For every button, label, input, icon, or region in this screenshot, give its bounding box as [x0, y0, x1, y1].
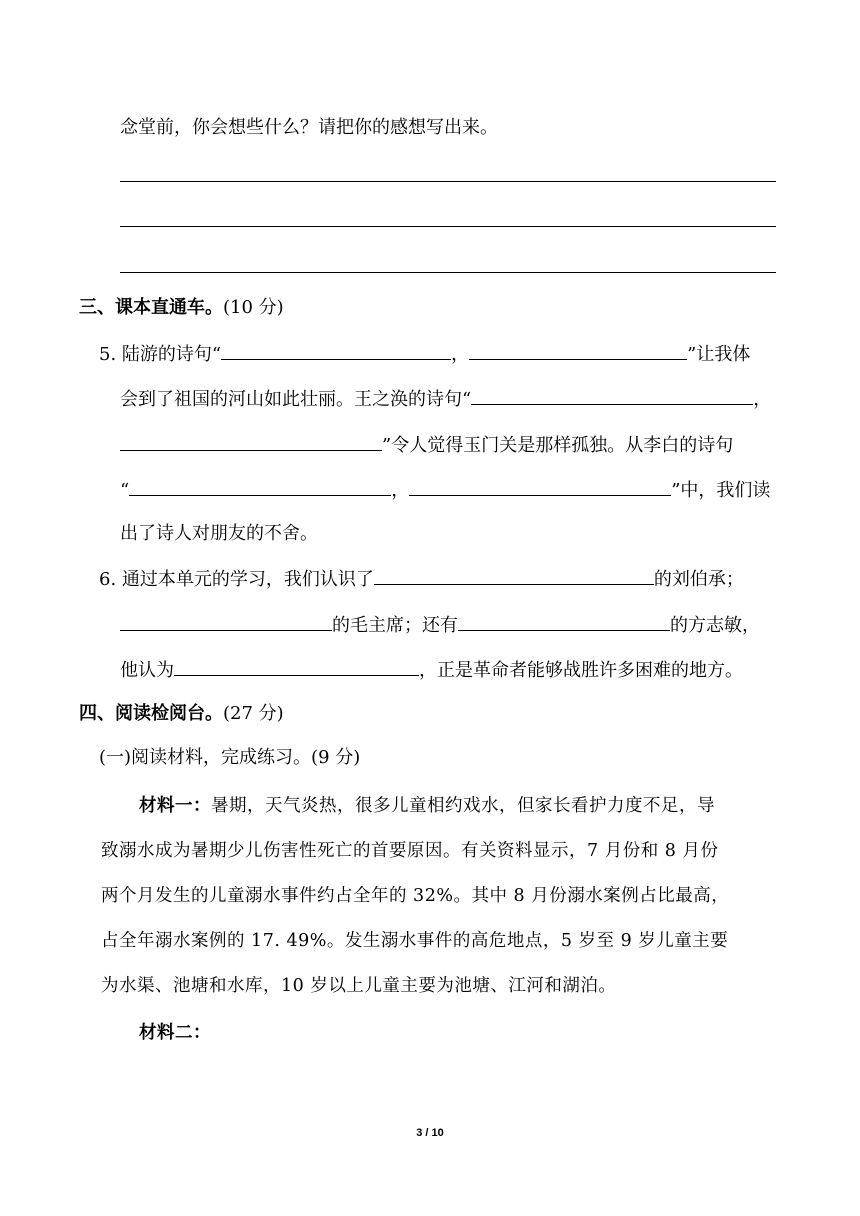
- section-3-heading: [79, 296, 284, 320]
- section-3-title: 三、课本直通车。: [79, 297, 223, 318]
- q6-text-2: 的刘伯承；: [653, 569, 744, 590]
- q6-line-2: [120, 612, 760, 638]
- section-3-score: (10 分): [223, 297, 284, 318]
- q5-line-4: [120, 477, 770, 503]
- q6-blank-3[interactable]: [458, 612, 670, 631]
- section-4-heading: [79, 702, 284, 726]
- material-2-label: 材料二：: [139, 1023, 211, 1043]
- section-4-title: 四、阅读检阅台。: [79, 703, 223, 724]
- q5-blank-5[interactable]: [129, 477, 391, 496]
- q6-text-3: 的毛主席；还有: [332, 615, 458, 636]
- answer-line-1[interactable]: [120, 181, 776, 182]
- material-1-line-1: [139, 794, 715, 818]
- q5-text-5: ”中，我们读: [671, 480, 771, 501]
- q5-blank-4[interactable]: [120, 432, 382, 451]
- material-1-line-3: 两个月发生的儿童溺水事件约占全年的 32%。其中 8 月份溺水案例占比最高，: [101, 886, 730, 906]
- q5-text-1: 陆游的诗句“: [121, 344, 222, 365]
- q6-text-5: 他认为: [120, 660, 174, 681]
- q6-blank-2[interactable]: [120, 612, 332, 631]
- material-2-line: [139, 1021, 211, 1045]
- q5-comma-1: ，: [451, 344, 470, 365]
- material-1-text-1: 暑期，天气炎热，很多儿童相约戏水，但家长看护力度不足，导: [211, 796, 715, 816]
- q5-blank-2[interactable]: [469, 341, 687, 360]
- material-1-label: 材料一：: [139, 796, 211, 816]
- question-tail-text: 念堂前，你会想些什么？请把你的感想写出来。: [120, 117, 498, 138]
- q6-text-6: ，正是革命者能够战胜许多困难的地方。: [419, 660, 743, 681]
- q5-text-3: 会到了祖国的河山如此壮丽。王之涣的诗句“: [120, 389, 472, 410]
- q5-comma-3: ，: [391, 480, 410, 501]
- q6-blank-1[interactable]: [374, 566, 654, 585]
- answer-line-3[interactable]: [120, 272, 776, 273]
- q5-text-2: ”让我体: [687, 344, 751, 365]
- q5-blank-3[interactable]: [471, 386, 753, 405]
- q5-blank-1[interactable]: [221, 341, 451, 360]
- q6-text-4: 的方志敏，: [670, 615, 760, 636]
- material-1-line-2: 致溺水成为暑期少儿伤害性死亡的首要原因。有关资料显示，7 月份和 8 月份: [101, 841, 719, 861]
- reading-part-1-heading: (一)阅读材料，完成练习。(9 分): [99, 747, 361, 768]
- material-1-line-4: 占全年溺水案例的 17. 49%。发生溺水事件的高危地点，5 岁至 9 岁儿童主要: [101, 931, 729, 951]
- section-4-score: (27 分): [223, 703, 284, 724]
- q6-number: 6.: [99, 569, 117, 590]
- page-number: 3 / 10: [416, 1127, 444, 1139]
- q5-text-4: ”令人觉得玉门关是那样孤独。从李白的诗句: [382, 435, 734, 456]
- q6-text-1: 通过本单元的学习，我们认识了: [121, 569, 374, 590]
- q5-line-5: [120, 522, 318, 546]
- q5-number: 5.: [99, 344, 117, 365]
- material-1-line-5: 为水渠、池塘和水库，10 岁以上儿童主要为池塘、江河和湖泊。: [101, 976, 617, 996]
- q5-line-3: [120, 432, 733, 458]
- answer-line-2[interactable]: [120, 226, 776, 227]
- q5-blank-6[interactable]: [409, 477, 671, 496]
- q5-text-6: 出了诗人对朋友的不舍。: [120, 523, 318, 544]
- q5-line-1: [99, 341, 750, 367]
- q5-open-quote: “: [120, 480, 130, 501]
- q5-line-2: [120, 386, 771, 412]
- q6-line-3: [120, 657, 743, 683]
- q6-line-1: [99, 566, 744, 592]
- q6-blank-4[interactable]: [174, 657, 419, 676]
- q5-comma-2: ，: [753, 389, 772, 410]
